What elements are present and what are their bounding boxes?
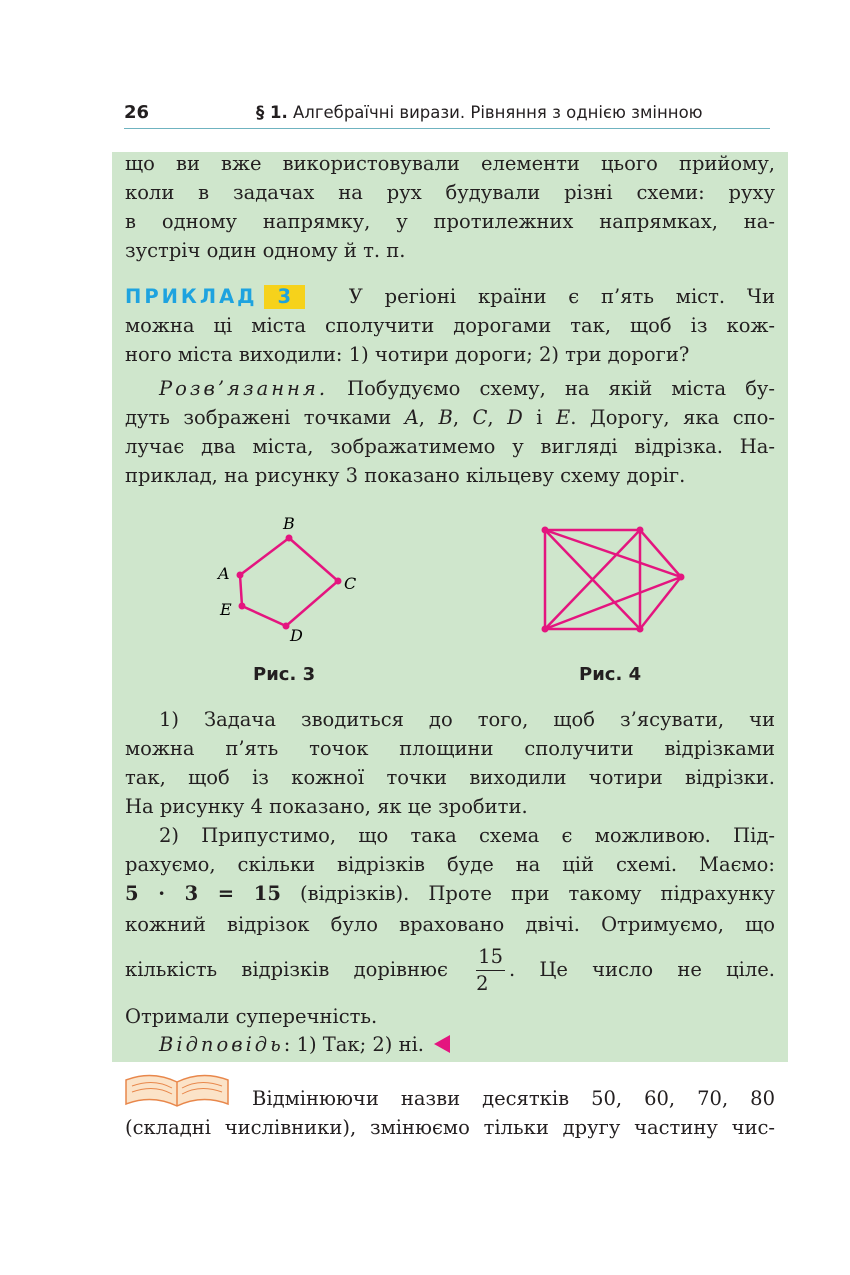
page-number: 26 <box>124 102 150 123</box>
solution-line <box>125 374 775 403</box>
part2-text: 2) Припустимо, що така схема є можливою. Під- <box>159 824 775 847</box>
example-first-line <box>125 282 775 311</box>
header-rule <box>124 128 770 129</box>
example-label: ПРИКЛАД <box>125 285 258 308</box>
example-number: 3 <box>264 285 306 309</box>
fraction-numerator: 15 <box>476 944 505 971</box>
part1-text: 1) Задача зводиться до того, щоб з’ясувати, чи <box>159 708 775 731</box>
footer-note-line: (складні числівники), змінюємо тільки другу частину чис- <box>125 1116 775 1139</box>
solution-label: Розв’язання. <box>159 377 329 400</box>
point-a <box>237 572 244 579</box>
label-e: E <box>220 600 232 619</box>
example-text: У регіоні країни є п’ять міст. Чи <box>348 285 775 308</box>
section-title: Алгебраїчні вирази. Рівняння з однією змінною <box>293 103 703 122</box>
formula: 5 · 3 = 15 <box>125 882 281 905</box>
road-segments <box>545 530 681 629</box>
page-header <box>124 100 770 130</box>
intro-line: зустріч один одному й т. п. <box>125 239 406 262</box>
part1-line: можна п’ять точок площини сполучити відрізками <box>125 737 775 760</box>
point-d <box>283 623 290 630</box>
graph-point <box>542 527 549 534</box>
intro-line: в одному напрямку, у протилежних напрямках, на- <box>125 210 775 233</box>
label-a: A <box>218 564 230 583</box>
figure-4-caption: Рис. 4 <box>579 664 642 685</box>
figure-3-ring-diagram <box>200 505 380 655</box>
figure-3-caption: Рис. 3 <box>253 664 316 685</box>
solution-line: лучає два міста, зображатимемо у вигляді відрізка. На- <box>125 435 775 458</box>
example-line: можна ці міста сполучити дорогами так, щоб із кож- <box>125 314 775 337</box>
intro-line: що ви вже використовували елементи цього прийому, <box>125 152 775 175</box>
point-label: A <box>404 406 419 429</box>
label-c: C <box>344 574 357 593</box>
graph-point <box>637 626 644 633</box>
point-label: C <box>472 406 488 429</box>
part1-line: На рисунку 4 показано, як це зробити. <box>125 795 528 818</box>
part2-text: кількість відрізків дорівнює <box>125 958 448 981</box>
answer-text: : 1) Так; 2) ні. <box>283 1033 425 1056</box>
point-e <box>239 603 246 610</box>
part2-text: . Це число не ціле. <box>508 958 775 981</box>
answer-label: Відповідь <box>159 1033 284 1056</box>
open-book-icon <box>124 1072 230 1108</box>
solution-line: дуть зображені точками A, B, C, D і E. Дорогу, яка спо- <box>125 406 775 429</box>
fraction-denominator: 2 <box>476 972 489 995</box>
part2-fraction-line <box>125 943 775 997</box>
section-mark: § 1. <box>256 103 288 122</box>
intro-line: коли в задачах на рух будували різні схеми: руху <box>125 181 775 204</box>
running-title <box>256 103 703 122</box>
fraction <box>476 944 505 997</box>
label-b: B <box>283 514 295 533</box>
part2-line: рахуємо, скільки відрізків буде на цій схемі. Маємо: <box>125 853 775 876</box>
footer-note-line: Відмінюючи назви десятків 50, 60, 70, 80 <box>252 1087 775 1110</box>
graph-point <box>637 527 644 534</box>
part1-line <box>125 705 775 734</box>
solution-text: . Дорогу, яка спо- <box>570 406 775 429</box>
answer-line <box>125 1030 775 1059</box>
example-line: ного міста виходили: 1) чотири дороги; 2) три дороги? <box>125 343 690 366</box>
solution-text: Побудуємо схему, на якій міста бу- <box>347 377 775 400</box>
graph-point <box>542 626 549 633</box>
part1-line: так, щоб із кожної точки виходили чотири відрізки. <box>125 766 775 789</box>
graph-point <box>678 574 685 581</box>
part2-line: Отримали суперечність. <box>125 1005 378 1028</box>
solution-line: приклад, на рисунку 3 показано кільцеву схему доріг. <box>125 464 686 487</box>
point-b <box>286 535 293 542</box>
solution-text: дуть зображені точками <box>125 406 405 429</box>
part2-line: кожний відрізок було враховано двічі. Отримуємо, що <box>125 913 775 936</box>
part2-line <box>125 879 775 908</box>
end-of-solution-marker-icon <box>434 1035 450 1053</box>
point-label: E <box>555 406 571 429</box>
ring-road-path <box>240 538 338 626</box>
point-label: B <box>438 406 453 429</box>
point-label: D <box>507 406 523 429</box>
figure-4-complete-graph <box>530 518 695 643</box>
part2-text: (відрізків). Проте при такому підрахунку <box>299 882 776 905</box>
point-c <box>335 578 342 585</box>
part2-line <box>125 821 775 850</box>
label-d: D <box>290 626 303 645</box>
